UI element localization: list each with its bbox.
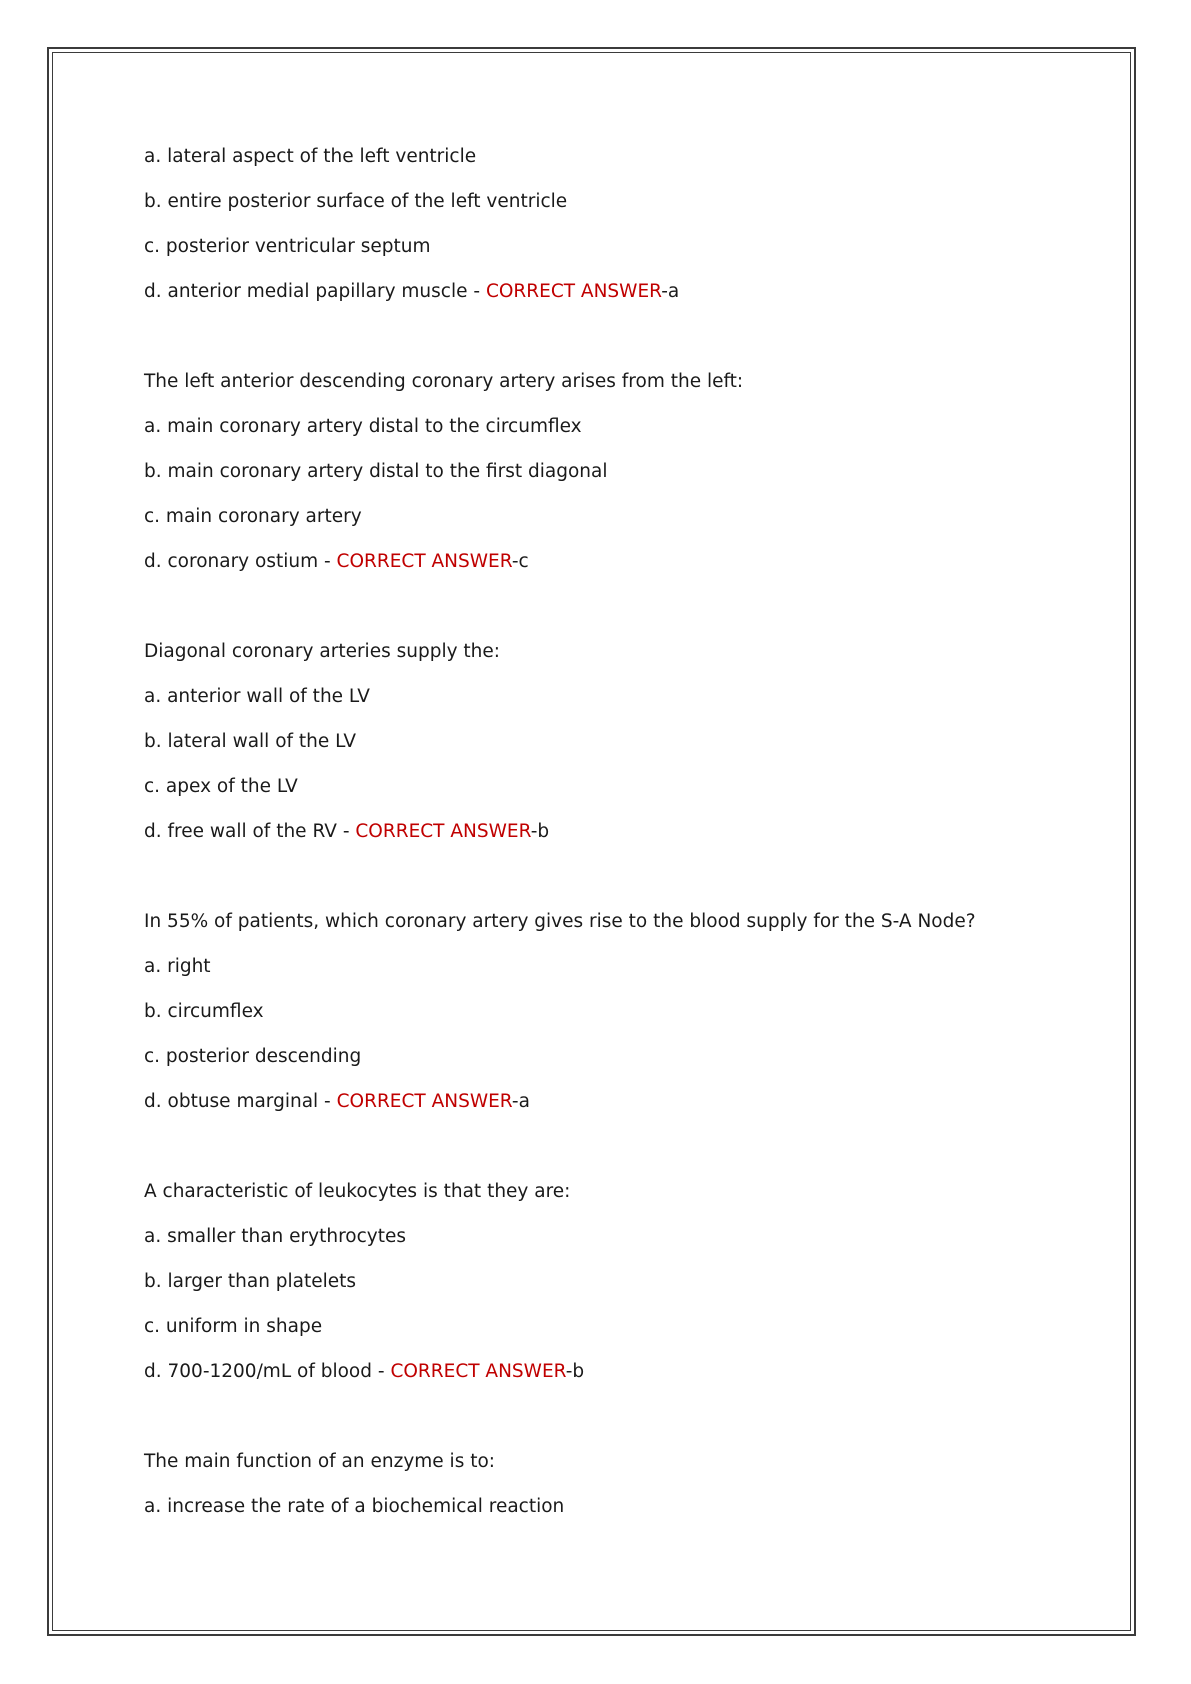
- correct-answer-label: CORRECT ANSWER: [355, 821, 531, 842]
- question-block: [144, 629, 1104, 854]
- question-stem: The left anterior descending coronary artery arises from the left:: [144, 371, 744, 392]
- option-d: [144, 1349, 1104, 1394]
- option-a: a. smaller than erythrocytes: [144, 1226, 406, 1247]
- option-b: b. entire posterior surface of the left ventricle: [144, 191, 568, 212]
- question-block: [144, 134, 1104, 314]
- option-d-text: d. anterior medial papillary muscle -: [144, 281, 486, 302]
- correct-answer-value: -b: [530, 821, 550, 842]
- option-c: c. apex of the LV: [144, 776, 298, 797]
- correct-answer-label: CORRECT ANSWER: [390, 1361, 566, 1382]
- option-d: [144, 809, 1104, 854]
- document-body: [144, 134, 1104, 1574]
- option-d: [144, 1079, 1104, 1124]
- option-d-text: d. 700-1200/mL of blood -: [144, 1361, 391, 1382]
- option-b: b. larger than platelets: [144, 1271, 357, 1292]
- option-b: b. lateral wall of the LV: [144, 731, 357, 752]
- question-stem: A characteristic of leukocytes is that they are:: [144, 1181, 571, 1202]
- option-d-text: d. coronary ostium -: [144, 551, 337, 572]
- correct-answer-value: -a: [511, 1091, 530, 1112]
- option-a: a. increase the rate of a biochemical reaction: [144, 1496, 565, 1517]
- correct-answer-label: CORRECT ANSWER: [336, 551, 512, 572]
- option-b: b. main coronary artery distal to the first diagonal: [144, 461, 608, 482]
- option-a: a. lateral aspect of the left ventricle: [144, 146, 477, 167]
- option-a: a. anterior wall of the LV: [144, 686, 370, 707]
- option-a: a. main coronary artery distal to the circumflex: [144, 416, 582, 437]
- correct-answer-label: CORRECT ANSWER: [485, 281, 662, 302]
- question-block: [144, 899, 1104, 1124]
- question-stem: Diagonal coronary arteries supply the:: [144, 641, 501, 662]
- option-c: c. uniform in shape: [144, 1316, 323, 1337]
- question-stem: The main function of an enzyme is to:: [144, 1451, 496, 1472]
- option-c: c. main coronary artery: [144, 506, 362, 527]
- option-d-text: d. free wall of the RV -: [144, 821, 356, 842]
- question-block: [144, 1169, 1104, 1394]
- correct-answer-value: -c: [511, 551, 529, 572]
- option-c: c. posterior ventricular septum: [144, 236, 431, 257]
- option-b: b. circumflex: [144, 1001, 264, 1022]
- correct-answer-label: CORRECT ANSWER: [336, 1091, 512, 1112]
- question-block: [144, 359, 1104, 584]
- option-d: [144, 539, 1104, 584]
- option-d-text: d. obtuse marginal -: [144, 1091, 337, 1112]
- option-c: c. posterior descending: [144, 1046, 362, 1067]
- question-stem: In 55% of patients, which coronary artery gives rise to the blood supply for the S-A Node?: [144, 911, 976, 932]
- question-block: [144, 1439, 1104, 1529]
- option-a: a. right: [144, 956, 211, 977]
- correct-answer-value: -a: [661, 281, 680, 302]
- option-d: [144, 269, 1104, 314]
- correct-answer-value: -b: [565, 1361, 585, 1382]
